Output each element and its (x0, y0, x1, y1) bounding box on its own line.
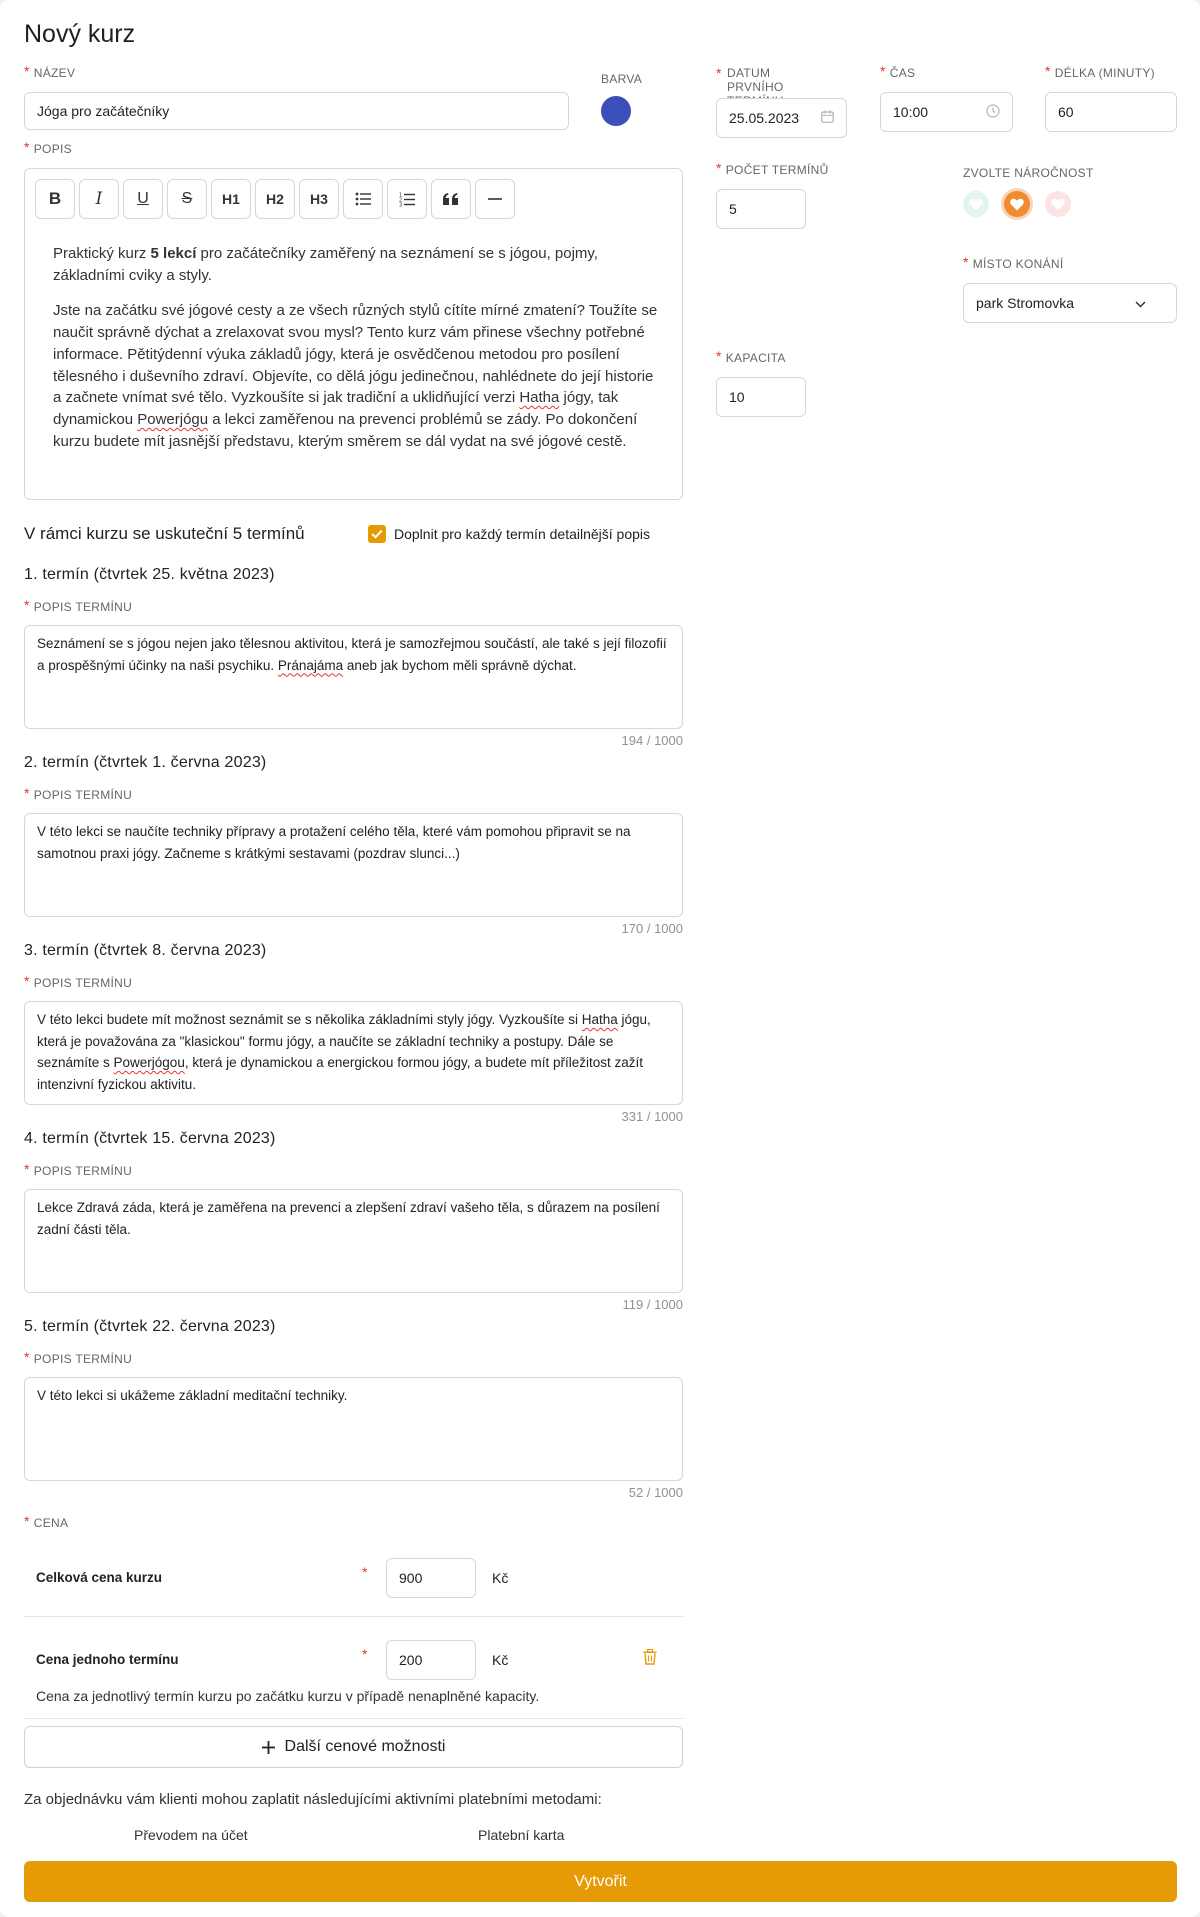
numbered-list-button[interactable] (387, 179, 427, 219)
single-price-label: Cena jednoho termínu (36, 1652, 179, 1667)
payment-method-bank-transfer: Převodem na účet (134, 1827, 248, 1843)
page-title: Nový kurz (24, 20, 136, 48)
heading3-button[interactable]: H3 (299, 179, 339, 219)
term-description-input[interactable]: V této lekci budete mít možnost seznámit se s několika základními styly jógy. Vyzkoušíte si Hatha jógu, která je považována za "klasickou" formu jógy, a naučíte se základní techniky a postupy. Dále se seznámíte s Powerjógou, která je dynamickou a energickou formou jógy, a budete mít příležitost zažít intenzivní fyzickou aktivitu. (24, 1001, 683, 1105)
clock-icon[interactable] (986, 104, 1000, 121)
editor-toolbar (35, 179, 515, 219)
single-price-input[interactable]: 200 (386, 1640, 476, 1680)
capacity-label: * KAPACITA (716, 348, 786, 365)
time-label: * ČAS (880, 63, 916, 80)
first-date-label: * DATUM PRVNÍHO (716, 65, 784, 94)
bullet-list-icon (355, 192, 371, 206)
price-label: * CENA (24, 1513, 69, 1530)
color-picker-swatch[interactable] (601, 96, 631, 126)
strikethrough-button[interactable]: S (167, 179, 207, 219)
italic-button[interactable]: I (79, 179, 119, 219)
name-label: * NÁZEV (24, 63, 76, 80)
term-description-input[interactable]: Lekce Zdravá záda, která je zaměřena na prevenci a zlepšení zdraví vašeho těla, s důrazem na posílení zadní části těla. (24, 1189, 683, 1293)
time-input[interactable]: 10:00 (880, 92, 1013, 132)
difficulty-hard-option[interactable] (1045, 191, 1071, 217)
difficulty-label: ZVOLTE NÁROČNOST (963, 166, 1094, 180)
bold-button[interactable]: B (35, 179, 75, 219)
term-description-input[interactable]: Seznámení se s jógou nejen jako tělesnou aktivitou, která je samozřejmou součástí, ale také s její filozofií a prospěšnými účinky na naši psychiku. Pránajáma aneb jak bychom měli správně dýchat. (24, 625, 683, 729)
name-input[interactable]: Jóga pro začátečníky (24, 92, 569, 130)
term-char-counter: 194 / 1000 (621, 733, 683, 748)
term-char-counter: 119 / 1000 (622, 1297, 683, 1312)
chevron-down-icon (1135, 295, 1146, 311)
payment-intro: Za objednávku vám klienti mohou zaplatit následujícími aktivními platebními metodami: (24, 1791, 602, 1808)
term-description-label: * POPIS TERMÍNU (24, 1161, 133, 1178)
term-description-input[interactable]: V této lekci si ukážeme základní meditační techniky. (24, 1377, 683, 1481)
term-char-counter: 331 / 1000 (621, 1109, 683, 1124)
term-description-label: * POPIS TERMÍNU (24, 785, 133, 802)
plus-icon (262, 1741, 275, 1754)
heart-icon (1051, 198, 1065, 211)
numbered-list-icon (399, 192, 415, 207)
editor-content[interactable] (53, 243, 658, 466)
svg-text:3: 3 (399, 202, 403, 207)
difficulty-easy-option[interactable] (963, 191, 989, 217)
editor-paragraph: Praktický kurz 5 lekcí pro začátečníky zaměřený na seznámení se s jógou, pojmy, základními cviky a styly. (53, 245, 598, 284)
single-price-note: Cena za jednotlivý termín kurzu po začátku kurzu v případě nenaplněné kapacity. (36, 1688, 540, 1704)
single-price-currency: Kč (492, 1652, 509, 1668)
total-price-currency: Kč (492, 1570, 509, 1586)
color-label: BARVA (601, 72, 643, 86)
terms-heading: V rámci kurzu se uskuteční 5 termínů (24, 524, 305, 543)
price-divider (24, 1718, 683, 1719)
svg-text:2: 2 (399, 197, 403, 203)
description-editor[interactable] (24, 168, 683, 500)
duration-input[interactable]: 60 (1045, 92, 1177, 132)
required-marker: * (362, 1564, 368, 1580)
term-char-counter: 52 / 1000 (628, 1485, 683, 1500)
term-description-label: * POPIS TERMÍNU (24, 597, 133, 614)
duration-label: * DÉLKA (MINUTY) (1045, 63, 1155, 80)
detail-description-label: Doplnit pro každý termín detailnější popis (394, 526, 651, 542)
term-char-counter: 170 / 1000 (621, 921, 683, 936)
create-button[interactable]: Vytvořit (24, 1861, 1177, 1902)
calendar-icon[interactable] (821, 110, 834, 126)
term-title: 3. termín (čtvrtek 8. června 2023) (24, 942, 267, 959)
payment-method-card: Platební karta (478, 1827, 565, 1843)
total-price-input[interactable]: 900 (386, 1558, 476, 1598)
term-title: 2. termín (čtvrtek 1. června 2023) (24, 754, 267, 771)
term-count-label: * POČET TERMÍNŮ (716, 160, 829, 177)
description-label: * POPIS (24, 139, 72, 156)
term-description-label: * POPIS TERMÍNU (24, 1349, 133, 1366)
term-title: 1. termín (čtvrtek 25. května 2023) (24, 566, 275, 583)
underline-button[interactable]: U (123, 179, 163, 219)
term-description-label: * POPIS TERMÍNU (24, 973, 133, 990)
add-price-option-button[interactable]: Další cenové možnosti (24, 1726, 683, 1768)
difficulty-medium-option[interactable] (1004, 191, 1030, 217)
quote-icon (443, 193, 459, 205)
horizontal-rule-icon (488, 197, 502, 201)
heart-icon (1010, 198, 1024, 211)
first-date-input[interactable]: 25.05.2023 (716, 98, 847, 138)
heart-icon (969, 198, 983, 211)
check-icon (371, 529, 383, 539)
detail-description-checkbox[interactable] (368, 525, 386, 543)
trash-icon (643, 1649, 657, 1665)
heading2-button[interactable]: H2 (255, 179, 295, 219)
capacity-input[interactable]: 10 (716, 377, 806, 417)
delete-price-button[interactable] (643, 1649, 657, 1670)
total-price-label: Celková cena kurzu (36, 1570, 163, 1585)
detail-description-toggle[interactable] (368, 525, 650, 543)
term-title: 5. termín (čtvrtek 22. června 2023) (24, 1318, 276, 1335)
bullet-list-button[interactable] (343, 179, 383, 219)
quote-button[interactable] (431, 179, 471, 219)
difficulty-selector (963, 191, 1071, 217)
term-title: 4. termín (čtvrtek 15. června 2023) (24, 1130, 276, 1147)
term-count-input[interactable]: 5 (716, 189, 806, 229)
venue-select[interactable]: park Stromovka (963, 283, 1177, 323)
editor-paragraph: Jste na začátku své jógové cesty a ze všech různých stylů cítíte mírné zmatení? Toužíte se naučit správně dýchat a zrelaxovat svou mysl? Tento kurz vám přinese všechny potřebné informace. Pětitýdenní výuka základů jógy, která je osvědčenou metodou pro posílení tělesného i duševního zdraví. Objevíte, co dělá jógu jedinečnou, nahlédnete do její historie a začnete vnímat své tělo. Vyzkoušíte si jak tradiční a uklidňující verzi Hatha jógy, tak dynamickou Powerjógu a lekci zaměřenou na prevenci problémů se zády. Po dokončení kurzu budete mít jasnější představu, kterým směrem se dál vydat na své jógové cestě. (53, 302, 658, 450)
term-description-input[interactable]: V této lekci se naučíte techniky přípravy a protažení celého těla, které vám pomohou připravit se na samotnou praxi jógy. Začneme s krátkými sestavami (pozdrav slunci...) (24, 813, 683, 917)
svg-text:1: 1 (399, 192, 403, 198)
required-marker: * (362, 1646, 368, 1662)
horizontal-rule-button[interactable] (475, 179, 515, 219)
venue-label: * MÍSTO KONÁNÍ (963, 254, 1064, 271)
price-divider (24, 1616, 683, 1617)
heading1-button[interactable]: H1 (211, 179, 251, 219)
